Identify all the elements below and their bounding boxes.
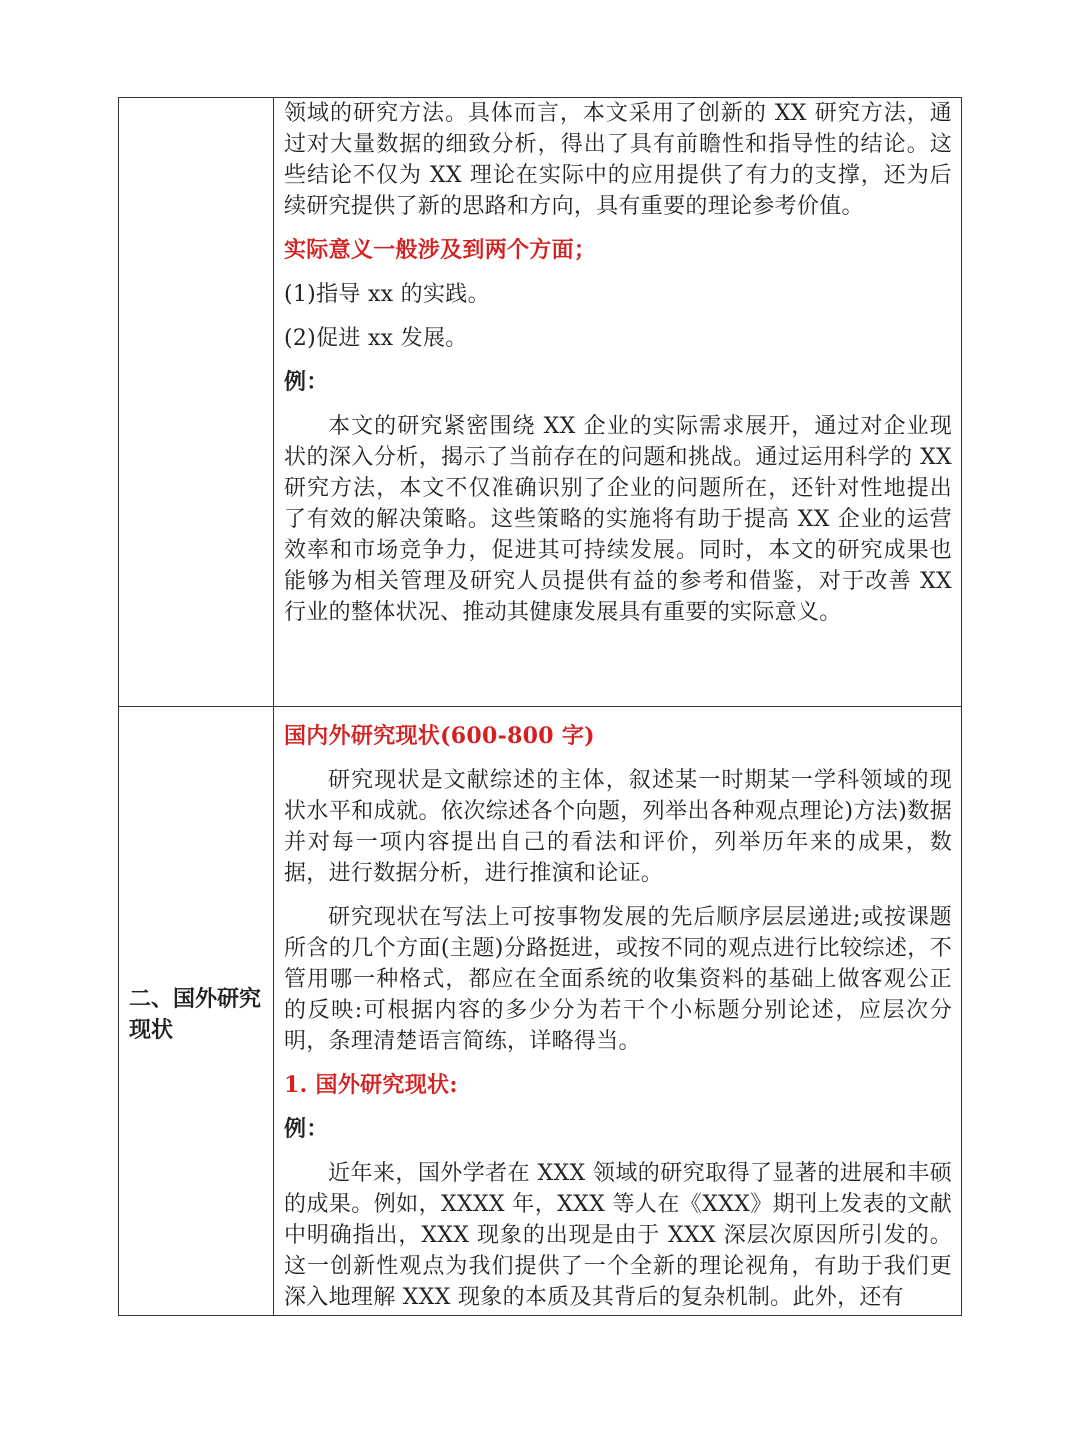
example-label-2: 例： — [284, 1116, 329, 1142]
row1-content-cell — [274, 98, 962, 707]
research-status-paragraph-2: 研究现状在写法上可按事物发展的先后顺序层层递进;或按课题所含的几个方面(主题)分路挺进，或按不同的观点进行比较综述，不管用哪一种格式，都应在全面系统的收集资料的基础上做客观公正的反映:可根据内容的多少分为若干个小标题分别论述，应层次分明，条理清楚语言简练，详略得当。 — [284, 905, 952, 1054]
row1-left-cell — [119, 98, 274, 707]
list-item-2: (2)促进 xx 发展。 — [284, 326, 468, 351]
table-row-practical-significance — [119, 98, 962, 707]
example-paragraph: 本文的研究紧密围绕 XX 企业的实际需求展开，通过对企业现状的深入分析，揭示了当前存在的问题和挑战。通过运用科学的 XX 研究方法，本文不仅准确识别了企业的问题所在，还针对性地提出了有效的解决策略。这些策略的实施将有助于提高 XX 企业的运营效率和市场竞争力，促进其可持续发展。同时，本文的研究成果也能够为相关管理及研究人员提供有益的参考和借鉴，对于改善 XX 行业的整体状况、推动其健康发展具有重要的实际意义。 — [284, 414, 952, 625]
row2-left-cell — [119, 707, 274, 1316]
list-item-1: (1)指导 xx 的实践。 — [284, 282, 490, 307]
research-status-paragraph-1: 研究现状是文献综述的主体，叙述某一时期某一学科领域的现状水平和成就。依次综述各个向题，列举出各种观点理论)方法)数据并对每一项内容提出自己的看法和评价，列举历年来的成果，数据，进行数据分析，进行推演和论证。 — [284, 768, 952, 886]
theory-significance-paragraph: 领域的研究方法。具体而言，本文采用了创新的 XX 研究方法，通过对大量数据的细致分析，得出了具有前瞻性和指导性的结论。这些结论不仅为 XX 理论在实际中的应用提供了有力的支撑，还为后续研究提供了新的思路和方向，具有重要的理论参考价值。 — [284, 101, 952, 219]
foreign-research-subheading: 1. 国外研究现状: — [284, 1072, 458, 1098]
practical-significance-heading: 实际意义一般涉及到两个方面； — [284, 237, 597, 263]
example-paragraph-2: 近年来，国外学者在 XXX 领域的研究取得了显著的进展和丰硕的成果。例如，XXXX 年，XXX 等人在《XXX》期刊上发表的文献中明确指出，XXX 现象的出现是由于 XXX 深层次原因所引发的。这一创新性观点为我们提供了一个全新的理论视角，有助于我们更深入地理解 XXX 现象的本质及其背后的复杂机制。此外，还有 — [284, 1161, 952, 1310]
section-label-foreign-research: 二、国外研究现状 — [129, 986, 262, 1043]
research-status-heading: 国内外研究现状(600-800 字) — [284, 723, 595, 749]
row2-content-cell — [274, 707, 962, 1316]
table-row-research-status — [119, 707, 962, 1316]
proposal-table — [118, 97, 962, 1316]
example-label: 例： — [284, 369, 329, 395]
